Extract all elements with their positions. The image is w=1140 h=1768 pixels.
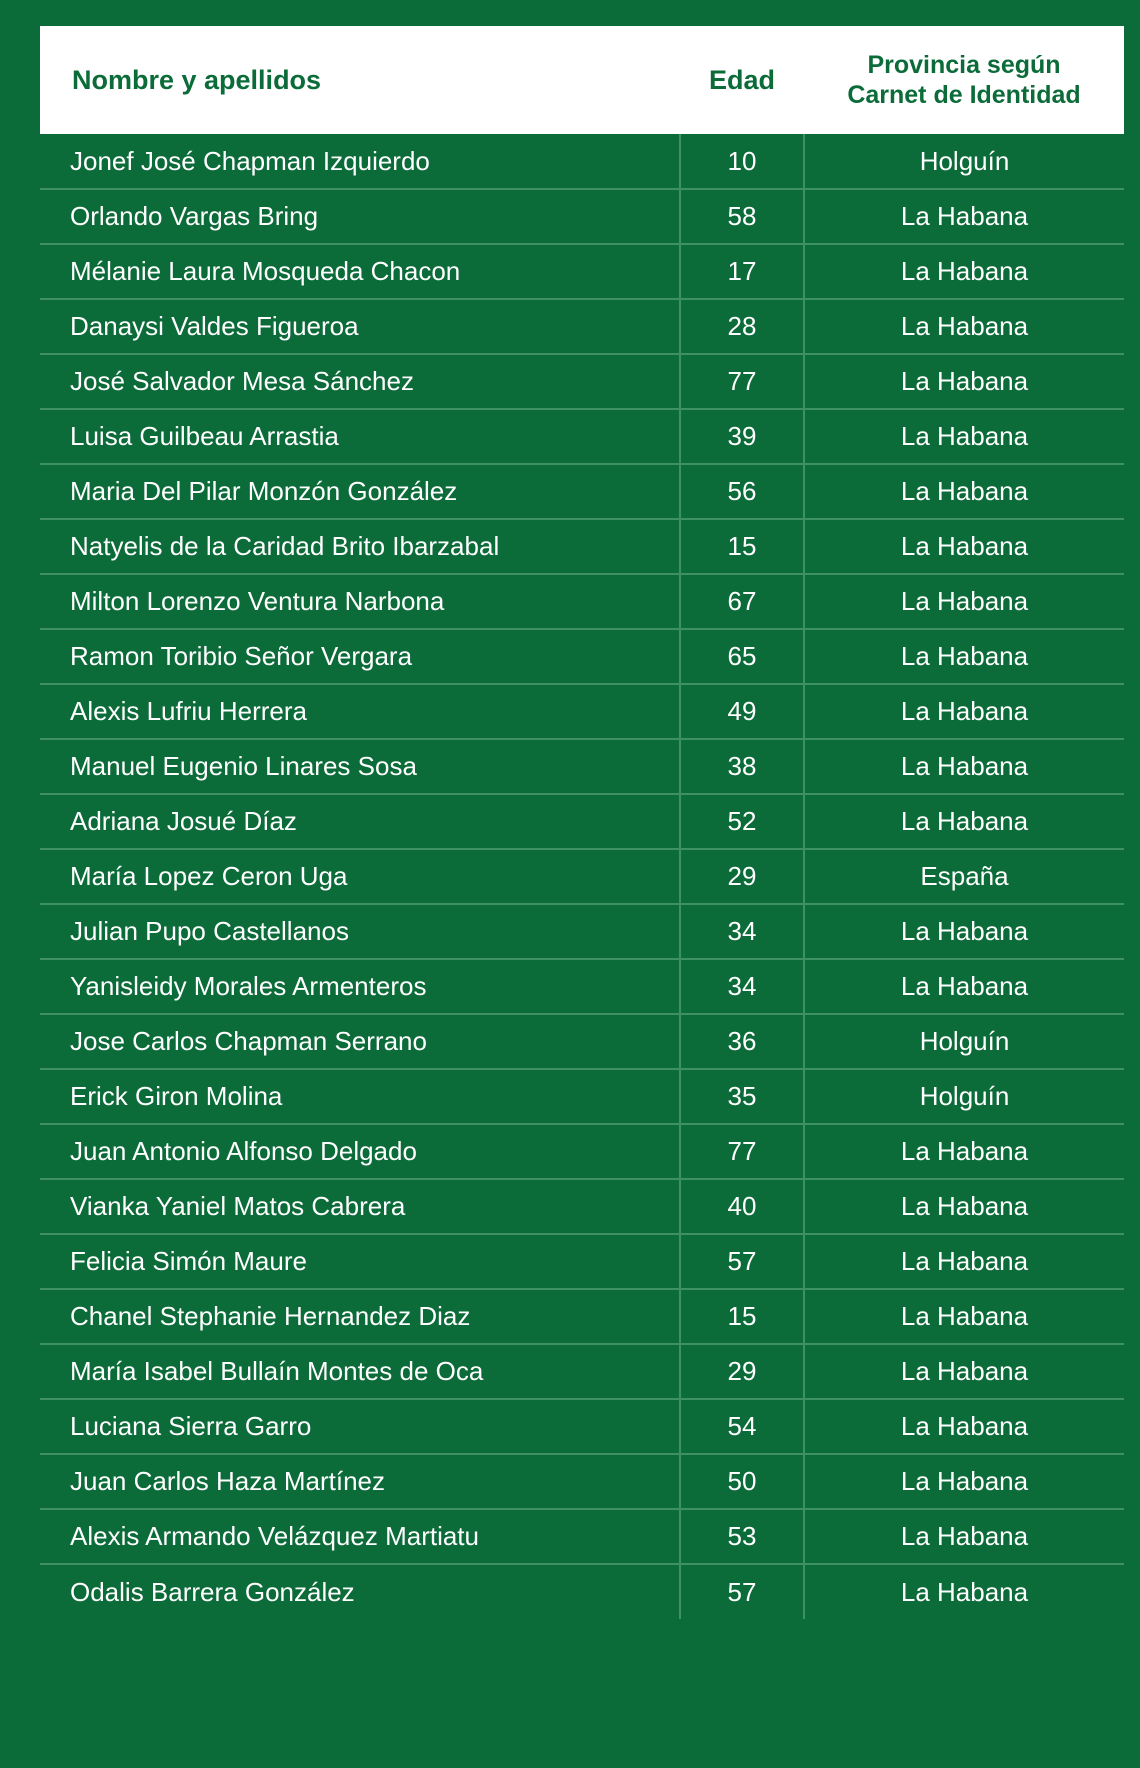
cell-name: José Salvador Mesa Sánchez xyxy=(40,354,680,409)
cell-age: 77 xyxy=(680,354,804,409)
cell-province: La Habana xyxy=(804,354,1124,409)
table-row xyxy=(40,1014,1124,1069)
table-row xyxy=(40,1344,1124,1399)
table-row xyxy=(40,354,1124,409)
cell-province: La Habana xyxy=(804,409,1124,464)
table-row xyxy=(40,684,1124,739)
table-row xyxy=(40,1179,1124,1234)
cell-name: Juan Carlos Haza Martínez xyxy=(40,1454,680,1509)
persons-table xyxy=(40,26,1124,1619)
cell-age: 67 xyxy=(680,574,804,629)
cell-age: 52 xyxy=(680,794,804,849)
cell-name: Juan Antonio Alfonso Delgado xyxy=(40,1124,680,1179)
table-row xyxy=(40,134,1124,189)
cell-name: María Isabel Bullaín Montes de Oca xyxy=(40,1344,680,1399)
cell-province: La Habana xyxy=(804,629,1124,684)
cell-name: Julian Pupo Castellanos xyxy=(40,904,680,959)
cell-age: 54 xyxy=(680,1399,804,1454)
cell-name: Luisa Guilbeau Arrastia xyxy=(40,409,680,464)
table-row xyxy=(40,244,1124,299)
cell-name: Orlando Vargas Bring xyxy=(40,189,680,244)
cell-age: 57 xyxy=(680,1564,804,1619)
cell-age: 65 xyxy=(680,629,804,684)
table-row xyxy=(40,1509,1124,1564)
cell-province: Holguín xyxy=(804,134,1124,189)
cell-name: Adriana Josué Díaz xyxy=(40,794,680,849)
cell-age: 35 xyxy=(680,1069,804,1124)
cell-province: Holguín xyxy=(804,1069,1124,1124)
cell-name: Ramon Toribio Señor Vergara xyxy=(40,629,680,684)
cell-province: La Habana xyxy=(804,519,1124,574)
table-row xyxy=(40,629,1124,684)
table-row xyxy=(40,519,1124,574)
table-row xyxy=(40,574,1124,629)
cell-province: La Habana xyxy=(804,684,1124,739)
column-header-name: Nombre y apellidos xyxy=(40,26,680,134)
cell-age: 36 xyxy=(680,1014,804,1069)
cell-age: 77 xyxy=(680,1124,804,1179)
cell-province: La Habana xyxy=(804,1454,1124,1509)
cell-age: 58 xyxy=(680,189,804,244)
cell-name: Felicia Simón Maure xyxy=(40,1234,680,1289)
column-header-age: Edad xyxy=(680,26,804,134)
cell-name: Danaysi Valdes Figueroa xyxy=(40,299,680,354)
table-row xyxy=(40,1124,1124,1179)
cell-name: María Lopez Ceron Uga xyxy=(40,849,680,904)
cell-province: La Habana xyxy=(804,739,1124,794)
table-header xyxy=(40,26,1124,134)
cell-province: La Habana xyxy=(804,1564,1124,1619)
cell-age: 15 xyxy=(680,1289,804,1344)
cell-name: Luciana Sierra Garro xyxy=(40,1399,680,1454)
table-container xyxy=(40,26,1100,1742)
cell-age: 29 xyxy=(680,1344,804,1399)
cell-name: Chanel Stephanie Hernandez Diaz xyxy=(40,1289,680,1344)
cell-province: La Habana xyxy=(804,794,1124,849)
table-row xyxy=(40,849,1124,904)
table-row xyxy=(40,1399,1124,1454)
column-header-province-line1: Provincia según xyxy=(867,50,1061,79)
table-row xyxy=(40,1564,1124,1619)
cell-name: Yanisleidy Morales Armenteros xyxy=(40,959,680,1014)
cell-name: Vianka Yaniel Matos Cabrera xyxy=(40,1179,680,1234)
cell-province: España xyxy=(804,849,1124,904)
table-row xyxy=(40,794,1124,849)
table-row xyxy=(40,1234,1124,1289)
cell-age: 53 xyxy=(680,1509,804,1564)
table-row xyxy=(40,904,1124,959)
cell-province: Holguín xyxy=(804,1014,1124,1069)
table-row xyxy=(40,1069,1124,1124)
cell-age: 39 xyxy=(680,409,804,464)
cell-province: La Habana xyxy=(804,189,1124,244)
cell-name: Manuel Eugenio Linares Sosa xyxy=(40,739,680,794)
cell-province: La Habana xyxy=(804,1509,1124,1564)
cell-province: La Habana xyxy=(804,1344,1124,1399)
table-row xyxy=(40,299,1124,354)
cell-name: Milton Lorenzo Ventura Narbona xyxy=(40,574,680,629)
cell-name: Alexis Lufriu Herrera xyxy=(40,684,680,739)
cell-province: La Habana xyxy=(804,959,1124,1014)
cell-province: La Habana xyxy=(804,1179,1124,1234)
cell-name: Mélanie Laura Mosqueda Chacon xyxy=(40,244,680,299)
cell-province: La Habana xyxy=(804,574,1124,629)
cell-name: Maria Del Pilar Monzón González xyxy=(40,464,680,519)
table-row xyxy=(40,739,1124,794)
cell-age: 34 xyxy=(680,959,804,1014)
cell-province: La Habana xyxy=(804,1124,1124,1179)
cell-age: 15 xyxy=(680,519,804,574)
cell-age: 29 xyxy=(680,849,804,904)
table-row xyxy=(40,959,1124,1014)
cell-age: 28 xyxy=(680,299,804,354)
cell-name: Erick Giron Molina xyxy=(40,1069,680,1124)
cell-age: 40 xyxy=(680,1179,804,1234)
cell-age: 38 xyxy=(680,739,804,794)
cell-province: La Habana xyxy=(804,244,1124,299)
cell-province: La Habana xyxy=(804,1289,1124,1344)
cell-name: Jose Carlos Chapman Serrano xyxy=(40,1014,680,1069)
table-row xyxy=(40,1289,1124,1344)
column-header-province-line2: Carnet de Identidad xyxy=(847,81,1081,109)
column-header-province xyxy=(804,26,1124,134)
cell-age: 57 xyxy=(680,1234,804,1289)
cell-name: Natyelis de la Caridad Brito Ibarzabal xyxy=(40,519,680,574)
cell-province: La Habana xyxy=(804,1234,1124,1289)
cell-age: 17 xyxy=(680,244,804,299)
cell-age: 56 xyxy=(680,464,804,519)
table-row xyxy=(40,1454,1124,1509)
cell-name: Alexis Armando Velázquez Martiatu xyxy=(40,1509,680,1564)
table-row xyxy=(40,409,1124,464)
cell-name: Odalis Barrera González xyxy=(40,1564,680,1619)
cell-age: 50 xyxy=(680,1454,804,1509)
cell-age: 49 xyxy=(680,684,804,739)
cell-name: Jonef José Chapman Izquierdo xyxy=(40,134,680,189)
cell-age: 10 xyxy=(680,134,804,189)
table-header-row xyxy=(40,26,1124,134)
cell-age: 34 xyxy=(680,904,804,959)
table-row xyxy=(40,189,1124,244)
cell-province: La Habana xyxy=(804,1399,1124,1454)
cell-province: La Habana xyxy=(804,904,1124,959)
cell-province: La Habana xyxy=(804,299,1124,354)
cell-province: La Habana xyxy=(804,464,1124,519)
table-body xyxy=(40,134,1124,1619)
table-row xyxy=(40,464,1124,519)
